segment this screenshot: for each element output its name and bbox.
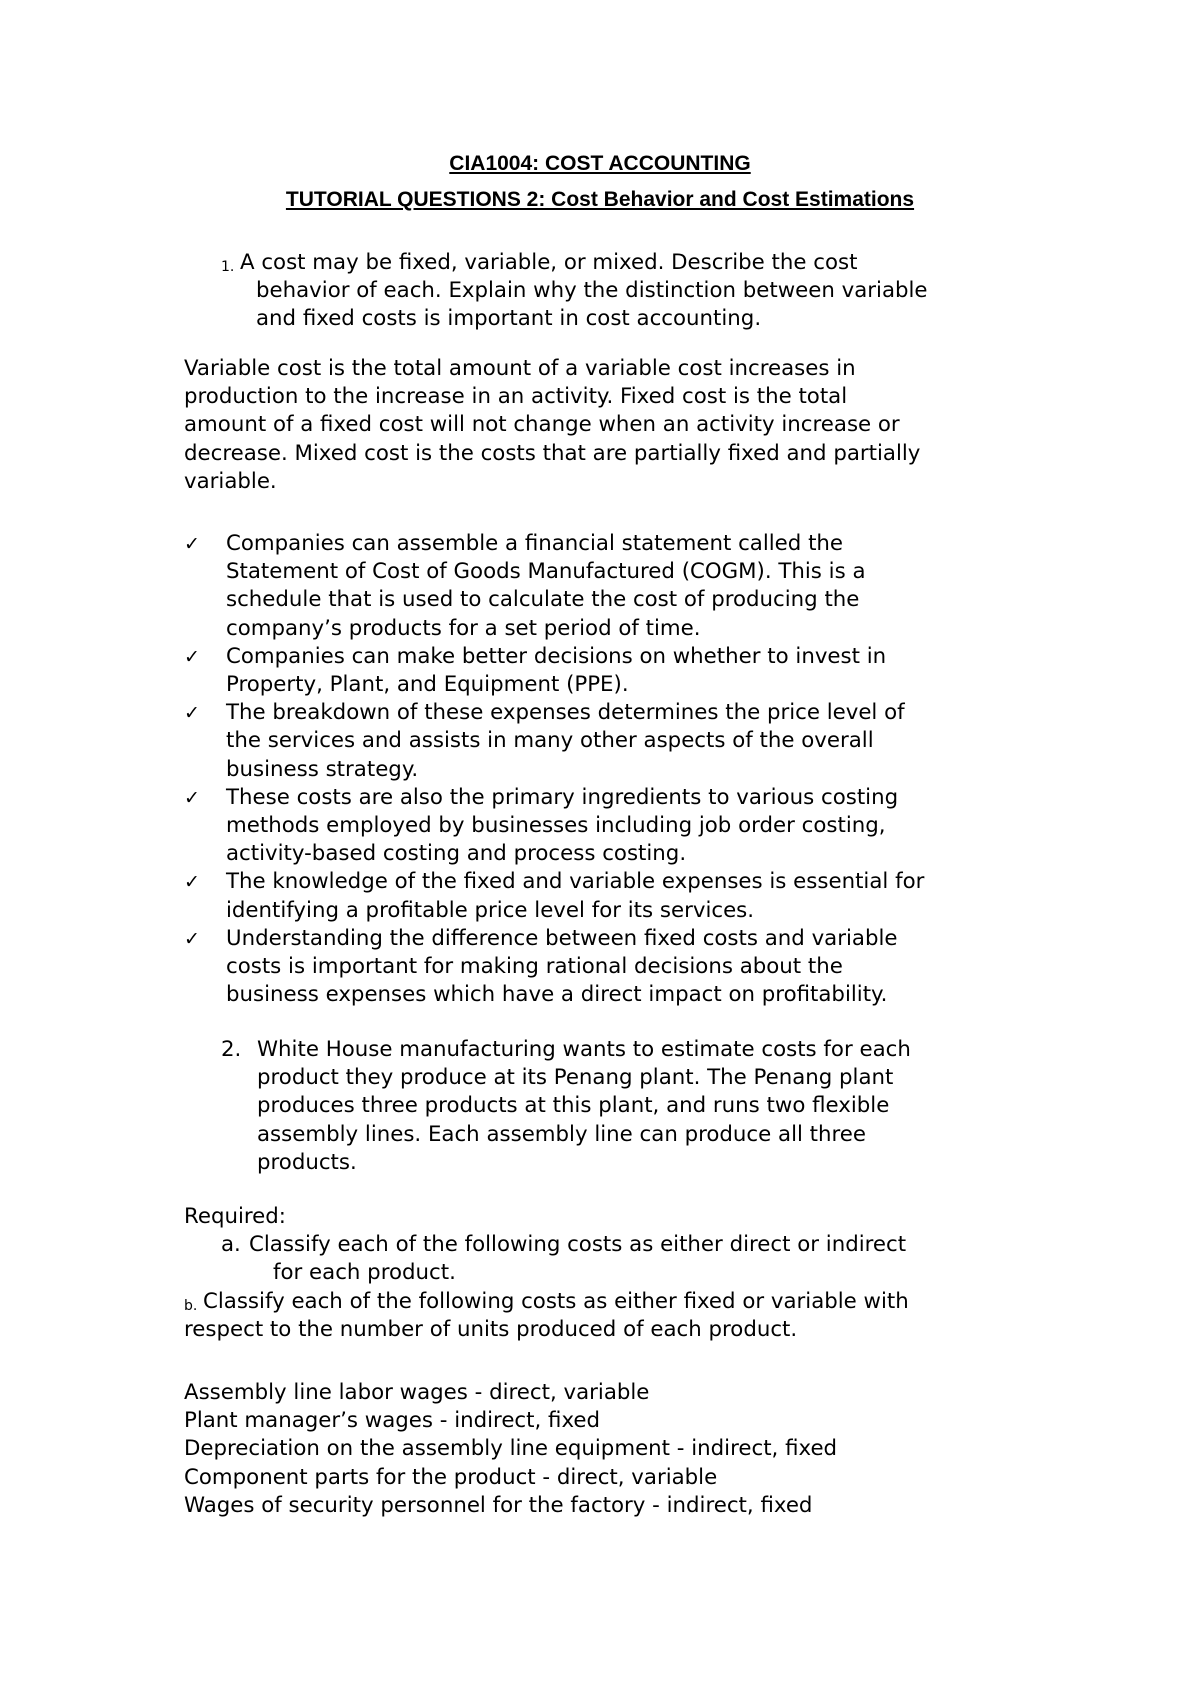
checklist-item xyxy=(184,643,1044,699)
question-1-line: A cost may be fixed, variable, or mixed. Describe the cost xyxy=(240,250,858,275)
part-b-line: respect to the number of units produced of each product. xyxy=(184,1316,798,1342)
question-2-line: assembly lines. Each assembly line can produce all three xyxy=(257,1121,867,1147)
answer-1-line: Variable cost is the total amount of a variable cost increases in xyxy=(184,356,856,381)
question-1-number: 1. xyxy=(221,259,235,275)
question-1 xyxy=(221,249,1041,334)
checklist-line: Property, Plant, and Equipment (PPE). xyxy=(226,672,629,698)
check-mark-icon: ✓ xyxy=(184,786,200,809)
question-2-number: 2. xyxy=(221,1037,242,1062)
checklist-line: The breakdown of these expenses determines the price level of xyxy=(226,700,905,726)
question-2-line: products. xyxy=(257,1149,357,1175)
checklist-line: business expenses which have a direct impact on profitability. xyxy=(226,982,888,1008)
classification-item: Plant manager’s wages - indirect, fixed xyxy=(184,1408,601,1434)
checklist-line: methods employed by businesses including job order costing, xyxy=(226,813,886,839)
question-2 xyxy=(221,1036,1041,1177)
part-a-line: for each product. xyxy=(273,1260,456,1286)
answer-1-line: variable. xyxy=(184,468,277,494)
answer-1 xyxy=(184,355,1044,496)
classification-item: Component parts for the product - direct, variable xyxy=(184,1464,718,1490)
answer-1-line: amount of a fixed cost will not change when an activity increase or xyxy=(184,412,900,438)
question-2-line: product they produce at its Penang plant. The Penang plant xyxy=(257,1065,894,1091)
part-a-number: a. xyxy=(221,1232,241,1258)
checklist-line: Companies can assemble a financial statement called the xyxy=(226,531,844,556)
checklist-line: costs is important for making rational decisions about the xyxy=(226,954,843,980)
question-1-line: and fixed costs is important in cost accounting. xyxy=(256,306,762,332)
check-mark-icon: ✓ xyxy=(184,645,200,668)
checklist-line: business strategy. xyxy=(226,756,419,782)
tutorial-title: TUTORIAL QUESTIONS 2: Cost Behavior and Cost Estimations xyxy=(285,188,915,211)
checklist-item xyxy=(184,699,1044,784)
required-section xyxy=(184,1203,1044,1344)
checklist xyxy=(184,530,1044,1009)
checklist-line: Companies can make better decisions on whether to invest in xyxy=(226,643,887,669)
checklist-line: the services and assists in many other aspects of the overall xyxy=(226,728,874,754)
classification-item: Wages of security personnel for the factory - indirect, fixed xyxy=(184,1492,813,1518)
checklist-item xyxy=(184,784,1044,869)
question-1-line: behavior of each. Explain why the distinction between variable xyxy=(256,278,928,304)
answer-1-line: decrease. Mixed cost is the costs that are partially fixed and partially xyxy=(184,440,921,466)
part-b-line: Classify each of the following costs as either fixed or variable with xyxy=(203,1288,909,1314)
checklist-item xyxy=(184,868,1044,924)
checklist-line: These costs are also the primary ingredients to various costing xyxy=(226,784,899,810)
part-b-number: b. xyxy=(184,1297,198,1314)
course-title: CIA1004: COST ACCOUNTING xyxy=(449,152,751,175)
check-mark-icon: ✓ xyxy=(184,702,200,725)
checklist-line: Statement of Cost of Goods Manufactured (COGM). This is a xyxy=(226,559,866,585)
checklist-line: identifying a profitable price level for its services. xyxy=(226,897,755,923)
checklist-item xyxy=(184,925,1044,1010)
classification-item: Assembly line labor wages - direct, variable xyxy=(184,1380,650,1405)
required-part-b xyxy=(184,1288,1044,1344)
required-part-a xyxy=(184,1231,1044,1287)
checklist-line: activity-based costing and process costing. xyxy=(226,841,687,867)
checklist-line: Understanding the difference between fixed costs and variable xyxy=(226,925,898,951)
question-2-line: produces three products at this plant, and runs two flexible xyxy=(257,1093,890,1119)
check-mark-icon: ✓ xyxy=(184,871,200,894)
checklist-line: schedule that is used to calculate the cost of producing the xyxy=(226,587,860,613)
required-label: Required: xyxy=(184,1204,286,1229)
question-2-line: White House manufacturing wants to estimate costs for each xyxy=(257,1037,911,1062)
checklist-line: company’s products for a set period of time. xyxy=(226,615,701,641)
cost-classification-list xyxy=(184,1379,1044,1520)
classification-item: Depreciation on the assembly line equipment - indirect, fixed xyxy=(184,1436,838,1462)
part-a-line: Classify each of the following costs as either direct or indirect xyxy=(249,1232,907,1258)
check-mark-icon: ✓ xyxy=(184,533,200,555)
checklist-item xyxy=(184,530,1044,643)
check-mark-icon: ✓ xyxy=(184,927,200,950)
answer-1-line: production to the increase in an activity. Fixed cost is the total xyxy=(184,384,848,410)
checklist-line: The knowledge of the fixed and variable expenses is essential for xyxy=(226,869,925,895)
